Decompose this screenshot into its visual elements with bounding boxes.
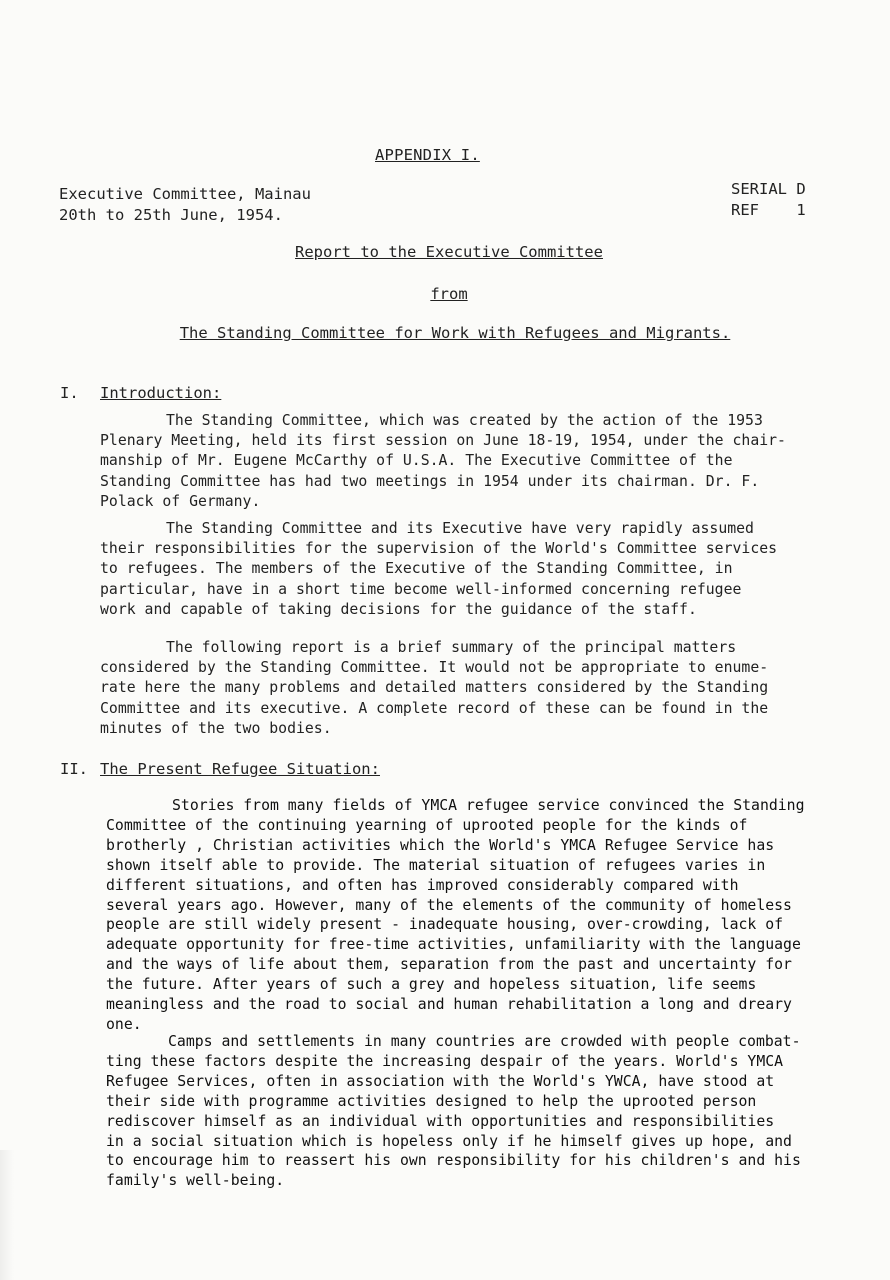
text-line: particular, have in a short time become well-informed concerning refugee (100, 580, 742, 598)
text-line: people are still widely present - inadequate housing, over-crowding, lack of (106, 916, 784, 934)
text-line: The Standing Committee and its Executive have very rapidly assumed (166, 520, 754, 537)
text-line: Plenary Meeting, held its first session on June 18-19, 1954, under the chair- (100, 432, 786, 450)
section-heading-refugee-situation (60, 760, 380, 778)
text-line: and the ways of life about them, separation from the past and uncertainty for (106, 956, 792, 974)
text-line: Stories from many fields of YMCA refugee service convinced the Standing (172, 797, 805, 814)
text-line: rediscover himself as an individual with opportunities and responsibilities (106, 1112, 775, 1130)
serial-reference (731, 179, 806, 221)
text-line: in a social situation which is hopeless only if he himself gives up hope, and (106, 1132, 792, 1150)
text-line: different situations, and often has improved considerably compared with (106, 876, 739, 894)
text-line: Committee and its executive. A complete record of these can be found in the (100, 699, 769, 717)
section-number: I. (60, 384, 79, 402)
text-line: ting these factors despite the increasing despair of the years. World's YMCA (106, 1052, 784, 1070)
text-line: work and capable of taking decisions for the guidance of the staff. (100, 600, 697, 618)
paragraph (100, 638, 840, 739)
text-line: Camps and settlements in many countries are crowded with people combat- (168, 1033, 801, 1050)
text-line: Committee of the continuing yearning of uprooted people for the kinds of (106, 816, 748, 834)
ref-line: REF 1 (731, 201, 806, 219)
meeting-info (59, 184, 311, 226)
section-heading-introduction (60, 384, 221, 402)
text-line: rate here the many problems and detailed matters considered by the Standing (100, 679, 769, 697)
text-line: adequate opportunity for free-time activities, unfamiliarity with the language (106, 936, 801, 954)
text-line: manship of Mr. Eugene McCarthy of U.S.A. The Executive Committee of the (100, 452, 733, 470)
paragraph (100, 519, 840, 620)
text-line: their side with programme activities designed to help the uprooted person (106, 1092, 757, 1110)
text-line: shown itself able to provide. The material situation of refugees varies in (106, 856, 766, 874)
text-line: several years ago. However, many of the elements of the community of homeless (106, 896, 792, 914)
section-title: The Present Refugee Situation: (100, 760, 380, 778)
text-line: their responsibilities for the supervision of the World's Committee services (100, 540, 778, 558)
appendix-title: APPENDIX I. (375, 146, 480, 164)
text-line: to encourage him to reassert his own responsibility for his children's and his (106, 1152, 801, 1170)
serial-line: SERIAL D (731, 180, 806, 198)
paragraph (100, 411, 840, 512)
report-title-from: from (430, 285, 468, 303)
report-title-committee: The Standing Committee for Work with Refugees and Migrants. (179, 324, 731, 342)
text-line: meaningless and the road to social and human rehabilitation a long and dreary (106, 996, 792, 1014)
paragraph (106, 1032, 846, 1191)
meeting-info-line: 20th to 25th June, 1954. (59, 206, 283, 224)
paragraph (106, 796, 846, 1035)
text-line: the future. After years of such a grey and hopeless situation, life seems (106, 976, 757, 994)
text-line: Polack of Germany. (100, 492, 261, 510)
text-line: brotherly , Christian activities which the World's YMCA Refugee Service has (106, 836, 775, 854)
section-title: Introduction: (100, 384, 222, 402)
text-line: minutes of the two bodies. (100, 719, 332, 737)
text-line: to refugees. The members of the Executive of the Standing Committee, in (100, 560, 733, 578)
text-line: The following report is a brief summary of the principal matters (166, 639, 737, 656)
text-line: considered by the Standing Committee. It would not be appropriate to enume- (100, 659, 769, 677)
report-title: Report to the Executive Committee (295, 243, 603, 261)
text-line: Refugee Services, often in association with the World's YWCA, have stood at (106, 1072, 775, 1090)
meeting-info-line: Executive Committee, Mainau (59, 185, 311, 203)
section-number: II. (60, 760, 88, 778)
text-line: one. (106, 1015, 142, 1033)
scan-edge-shadow (0, 1150, 14, 1280)
text-line: The Standing Committee, which was created by the action of the 1953 (166, 412, 763, 429)
text-line: Standing Committee has had two meetings in 1954 under its chairman. Dr. F. (100, 472, 760, 490)
text-line: family's well-being. (106, 1172, 285, 1190)
